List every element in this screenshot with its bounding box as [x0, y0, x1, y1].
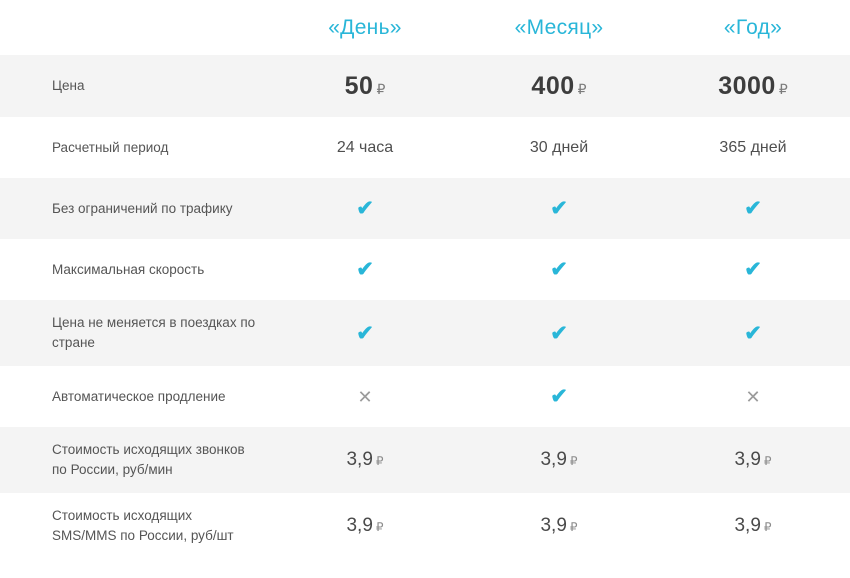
table-row: [0, 427, 850, 493]
currency-symbol: ₽: [763, 520, 772, 534]
table-row: [0, 55, 850, 117]
cross-icon: ✕: [745, 386, 761, 407]
price-amount: 50: [344, 71, 374, 100]
column-header-month: «Месяц»: [514, 15, 604, 39]
currency-symbol: ₽: [569, 454, 578, 468]
column-header-day: «День»: [328, 15, 402, 39]
check-icon: ✔: [356, 258, 374, 281]
rate-cell-day: [268, 449, 462, 471]
rate-cell-month: [462, 449, 656, 471]
currency-symbol: ₽: [778, 80, 788, 97]
rate-cell-month: [462, 515, 656, 537]
table-header-row: [0, 0, 850, 55]
mark-cell-day: [268, 198, 462, 219]
feature-label: Максимальная скорость: [52, 261, 205, 277]
currency-symbol: ₽: [375, 454, 384, 468]
currency-symbol: ₽: [375, 520, 384, 534]
check-icon: ✔: [744, 321, 762, 345]
price-amount: 400: [531, 71, 575, 100]
rate-amount: 3,9: [734, 449, 761, 470]
feature-label: Без ограничений по трафику: [52, 200, 233, 216]
table-row: [0, 300, 850, 366]
feature-label: Цена: [52, 78, 85, 94]
price-cell-day: [268, 72, 462, 101]
rate-cell-day: [268, 515, 462, 537]
check-icon: ✔: [356, 197, 374, 220]
price-amount: 3000: [718, 71, 776, 100]
check-icon: ✔: [550, 321, 568, 345]
column-header-year: «Год»: [723, 15, 783, 39]
check-icon: ✔: [550, 197, 568, 220]
table-row: [0, 178, 850, 239]
feature-label: Стоимость исходящих SMS/MMS по России, руб/шт: [52, 508, 234, 543]
rate-cell-year: [656, 449, 850, 471]
check-icon: ✔: [550, 258, 568, 281]
table-row: [0, 117, 850, 178]
mark-cell-month: [462, 259, 656, 280]
rate-cell-year: [656, 515, 850, 537]
mark-cell-day: [268, 259, 462, 280]
mark-cell-year: [656, 198, 850, 219]
currency-symbol: ₽: [763, 454, 772, 468]
check-icon: ✔: [744, 258, 762, 281]
mark-cell-year: [656, 259, 850, 280]
feature-label: Цена не меняется в поездках по стране: [52, 315, 256, 350]
feature-label: Расчетный период: [52, 139, 169, 155]
cross-icon: ✕: [357, 386, 373, 407]
price-cell-month: [462, 72, 656, 101]
feature-label: Стоимость исходящих звонков по России, руб/мин: [52, 442, 245, 477]
mark-cell-month: [462, 323, 656, 344]
table-row: [0, 239, 850, 300]
mark-cell-day: [268, 323, 462, 344]
mark-cell-day: [268, 388, 462, 406]
period-cell-year: 365 дней: [719, 138, 787, 156]
currency-symbol: ₽: [569, 520, 578, 534]
mark-cell-month: [462, 386, 656, 407]
currency-symbol: ₽: [376, 80, 386, 97]
check-icon: ✔: [744, 197, 762, 220]
table-body: [0, 55, 850, 559]
feature-label: Автоматическое продление: [52, 388, 226, 404]
rate-amount: 3,9: [734, 515, 761, 536]
price-cell-year: [656, 72, 850, 101]
rate-amount: 3,9: [540, 449, 567, 470]
rate-amount: 3,9: [540, 515, 567, 536]
rate-amount: 3,9: [346, 449, 373, 470]
table-row: [0, 366, 850, 427]
check-icon: ✔: [550, 385, 568, 408]
currency-symbol: ₽: [577, 80, 587, 97]
table-row: [0, 493, 850, 559]
rate-amount: 3,9: [346, 515, 373, 536]
mark-cell-year: [656, 323, 850, 344]
mark-cell-year: [656, 388, 850, 406]
period-cell-month: 30 дней: [529, 138, 589, 156]
period-cell-day: 24 часа: [336, 138, 394, 156]
check-icon: ✔: [356, 321, 374, 345]
mark-cell-month: [462, 198, 656, 219]
